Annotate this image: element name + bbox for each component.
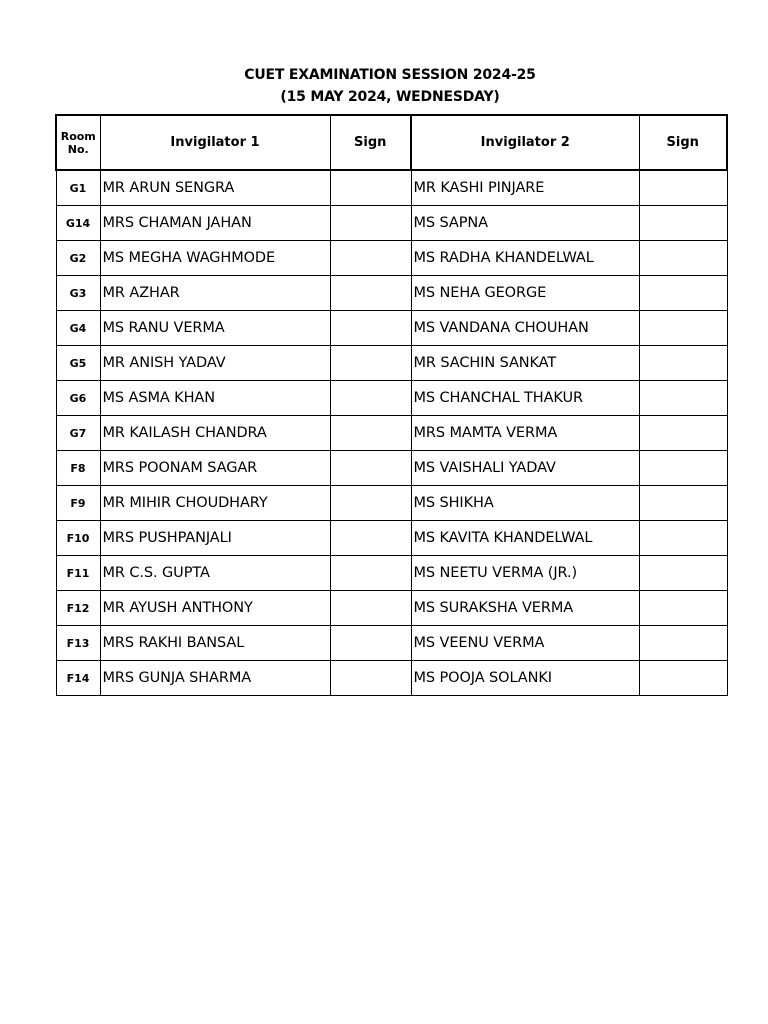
header-sign-1: Sign bbox=[330, 115, 411, 170]
sign-2-cell bbox=[639, 346, 727, 381]
sign-2-cell bbox=[639, 206, 727, 241]
header-sign-2: Sign bbox=[639, 115, 727, 170]
table-row bbox=[56, 661, 727, 696]
table-row bbox=[56, 206, 727, 241]
invigilator-2-cell: MS RADHA KHANDELWAL bbox=[411, 241, 639, 276]
sign-2-cell bbox=[639, 311, 727, 346]
room-number-cell: F13 bbox=[56, 626, 100, 661]
sign-2-cell bbox=[639, 521, 727, 556]
room-number-cell: F12 bbox=[56, 591, 100, 626]
table-row bbox=[56, 170, 727, 206]
invigilator-1-cell: MS MEGHA WAGHMODE bbox=[100, 241, 330, 276]
invigilator-2-cell: MS VANDANA CHOUHAN bbox=[411, 311, 639, 346]
room-number-cell: F11 bbox=[56, 556, 100, 591]
invigilator-2-cell: MS VEENU VERMA bbox=[411, 626, 639, 661]
sign-2-cell bbox=[639, 591, 727, 626]
invigilator-1-cell: MR MIHIR CHOUDHARY bbox=[100, 486, 330, 521]
document-subtitle-date: (15 MAY 2024, WEDNESDAY) bbox=[280, 89, 500, 105]
invigilator-2-cell: MS NEETU VERMA (JR.) bbox=[411, 556, 639, 591]
sign-1-cell bbox=[330, 206, 411, 241]
room-number-cell: G3 bbox=[56, 276, 100, 311]
header-invigilator-2: Invigilator 2 bbox=[411, 115, 639, 170]
document-title: CUET EXAMINATION SESSION 2024-25 bbox=[244, 67, 536, 83]
table-row bbox=[56, 591, 727, 626]
invigilator-2-cell: MS CHANCHAL THAKUR bbox=[411, 381, 639, 416]
invigilator-1-cell: MRS CHAMAN JAHAN bbox=[100, 206, 330, 241]
invigilator-2-cell: MS SHIKHA bbox=[411, 486, 639, 521]
sign-1-cell bbox=[330, 170, 411, 206]
invigilator-1-cell: MR KAILASH CHANDRA bbox=[100, 416, 330, 451]
header-room-line1: Room bbox=[60, 129, 96, 143]
sign-1-cell bbox=[330, 521, 411, 556]
invigilator-1-cell: MR ARUN SENGRA bbox=[100, 170, 330, 206]
room-number-cell: F14 bbox=[56, 661, 100, 696]
invigilator-1-cell: MS ASMA KHAN bbox=[100, 381, 330, 416]
table-row bbox=[56, 381, 727, 416]
table-row bbox=[56, 241, 727, 276]
invigilator-1-cell: MR ANISH YADAV bbox=[100, 346, 330, 381]
sign-1-cell bbox=[330, 556, 411, 591]
invigilator-1-cell: MR C.S. GUPTA bbox=[100, 556, 330, 591]
sign-2-cell bbox=[639, 170, 727, 206]
header-invigilator-1: Invigilator 1 bbox=[100, 115, 330, 170]
invigilator-1-cell: MR AZHAR bbox=[100, 276, 330, 311]
sign-2-cell bbox=[639, 626, 727, 661]
invigilator-1-cell: MS RANU VERMA bbox=[100, 311, 330, 346]
sign-1-cell bbox=[330, 451, 411, 486]
invigilator-roster-table bbox=[55, 114, 728, 696]
sign-1-cell bbox=[330, 416, 411, 451]
room-number-cell: G7 bbox=[56, 416, 100, 451]
table-row bbox=[56, 311, 727, 346]
room-number-cell: G14 bbox=[56, 206, 100, 241]
table-row bbox=[56, 346, 727, 381]
room-number-cell: F10 bbox=[56, 521, 100, 556]
invigilator-1-cell: MRS GUNJA SHARMA bbox=[100, 661, 330, 696]
invigilator-1-cell: MRS RAKHI BANSAL bbox=[100, 626, 330, 661]
invigilator-2-cell: MS SAPNA bbox=[411, 206, 639, 241]
invigilator-2-cell: MRS MAMTA VERMA bbox=[411, 416, 639, 451]
sign-1-cell bbox=[330, 661, 411, 696]
sign-1-cell bbox=[330, 486, 411, 521]
table-row bbox=[56, 451, 727, 486]
table-row bbox=[56, 556, 727, 591]
sign-2-cell bbox=[639, 451, 727, 486]
invigilator-2-cell: MR KASHI PINJARE bbox=[411, 170, 639, 206]
room-number-cell: G2 bbox=[56, 241, 100, 276]
sign-1-cell bbox=[330, 626, 411, 661]
invigilator-2-cell: MS VAISHALI YADAV bbox=[411, 451, 639, 486]
invigilator-1-cell: MRS PUSHPANJALI bbox=[100, 521, 330, 556]
sign-1-cell bbox=[330, 381, 411, 416]
table-row bbox=[56, 521, 727, 556]
invigilator-1-cell: MR AYUSH ANTHONY bbox=[100, 591, 330, 626]
table-row bbox=[56, 626, 727, 661]
sign-2-cell bbox=[639, 276, 727, 311]
table-row bbox=[56, 486, 727, 521]
room-number-cell: G5 bbox=[56, 346, 100, 381]
room-number-cell: G1 bbox=[56, 170, 100, 206]
sign-1-cell bbox=[330, 241, 411, 276]
header-room-no bbox=[56, 115, 100, 170]
room-number-cell: G6 bbox=[56, 381, 100, 416]
table-header-row bbox=[56, 115, 727, 170]
sign-2-cell bbox=[639, 486, 727, 521]
invigilator-2-cell: MS SURAKSHA VERMA bbox=[411, 591, 639, 626]
sign-2-cell bbox=[639, 661, 727, 696]
sign-1-cell bbox=[330, 276, 411, 311]
sign-2-cell bbox=[639, 416, 727, 451]
sign-1-cell bbox=[330, 311, 411, 346]
sign-2-cell bbox=[639, 241, 727, 276]
table-row bbox=[56, 416, 727, 451]
header-room-line2: No. bbox=[67, 142, 89, 156]
document-header bbox=[0, 64, 768, 108]
room-number-cell: F8 bbox=[56, 451, 100, 486]
invigilator-2-cell: MR SACHIN SANKAT bbox=[411, 346, 639, 381]
room-number-cell: F9 bbox=[56, 486, 100, 521]
sign-1-cell bbox=[330, 346, 411, 381]
invigilator-1-cell: MRS POONAM SAGAR bbox=[100, 451, 330, 486]
sign-1-cell bbox=[330, 591, 411, 626]
sign-2-cell bbox=[639, 556, 727, 591]
invigilator-2-cell: MS NEHA GEORGE bbox=[411, 276, 639, 311]
sign-2-cell bbox=[639, 381, 727, 416]
room-number-cell: G4 bbox=[56, 311, 100, 346]
table-row bbox=[56, 276, 727, 311]
invigilator-2-cell: MS POOJA SOLANKI bbox=[411, 661, 639, 696]
invigilator-2-cell: MS KAVITA KHANDELWAL bbox=[411, 521, 639, 556]
